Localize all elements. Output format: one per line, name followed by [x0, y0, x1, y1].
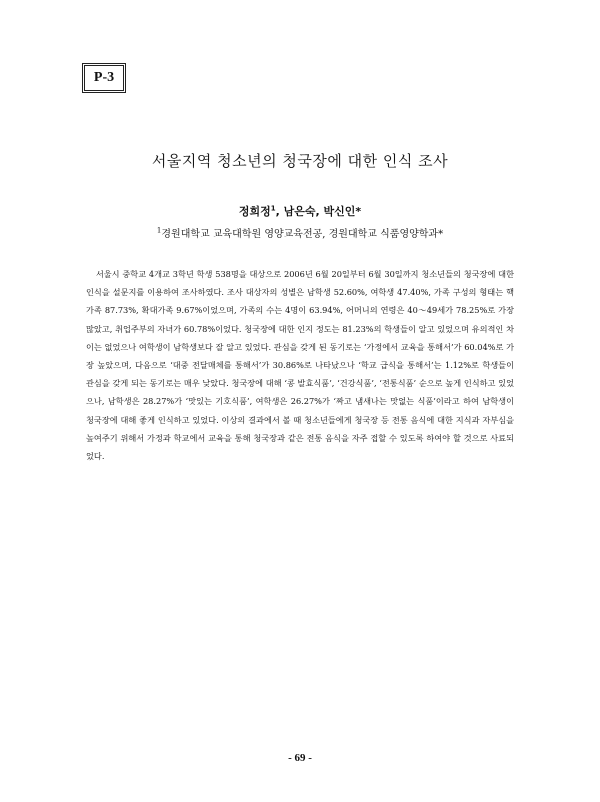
poster-label	[82, 63, 126, 93]
affiliation-line	[0, 225, 600, 240]
affiliation-mark: 1	[156, 226, 162, 235]
page-number: - 69 -	[288, 752, 312, 764]
paper-title: 서울지역 청소년의 청국장에 대한 인식 조사	[151, 152, 449, 170]
poster-label-text: P-3	[93, 70, 115, 85]
first-author-affiliation-mark: 1	[270, 204, 276, 213]
affiliation-text: 경원대학교 교육대학원 영양교육전공, 경원대학교 식품영양학과*	[161, 229, 444, 240]
first-author: 정희정	[238, 205, 271, 218]
other-authors: , 남은숙, 박신인*	[275, 205, 362, 218]
abstract-paragraph: 서울시 중학교 4개교 3학년 학생 538명을 대상으로 2006년 6월 20일부터 6월 30일까지 청소년들의 청국장에 대한 인식을 설문지를 이용하여 조사하였다. 조사 대상자의 성별은 남학생 52.60%, 여학생 47.40%, 가족 구성의 형태는 핵가족 87.73%, 확대가족 9.67%이었으며, 가족의 수는 4명이 63.94%, 어머니의 연령은 40～49세가 78.25%로 가장 많았고, 취업주부의 자녀가 60.78%이었다. 청국장에 대한 인지 정도는 81.23%의 학생들이 알고 있었으며 유의적인 차이는 없었으나 여학생이 남학생보다 잘 알고 있었다. 관심을 갖게 된 동기로는 ‘가정에서 교육을 통해서’가 60.04%로 가장 높았으며, 다음으로 ‘대중 전달매체를 통해서’가 30.86%로 나타났으나 ‘학교 급식을 통해서’는 1.12%로 학생들이 관심을 갖게 되는 동기로는 매우 낮았다. 청국장에 대해 ‘콩 발효식품’, ‘건강식품’, ‘전통식품’ 순으로 높게 인식하고 있었으나, 남학생은 28.27%가 ‘맛있는 기호식품’, 여학생은 26.27%가 ‘짜고 냄새나는 맛없는 식품’이라고 하여 남학생이 청국장에 대해 좋게 인식하고 있었다. 이상의 결과에서 볼 때 청소년들에게 청국장 등 전통 음식에 대한 지식과 자부심을 높여주기 위해서 가정과 학교에서 교육을 통해 청국장과 같은 전통 음식을 자주 접할 수 있도록 하여야 할 것으로 사료되었다.	[86, 269, 514, 462]
author-line	[0, 203, 600, 219]
